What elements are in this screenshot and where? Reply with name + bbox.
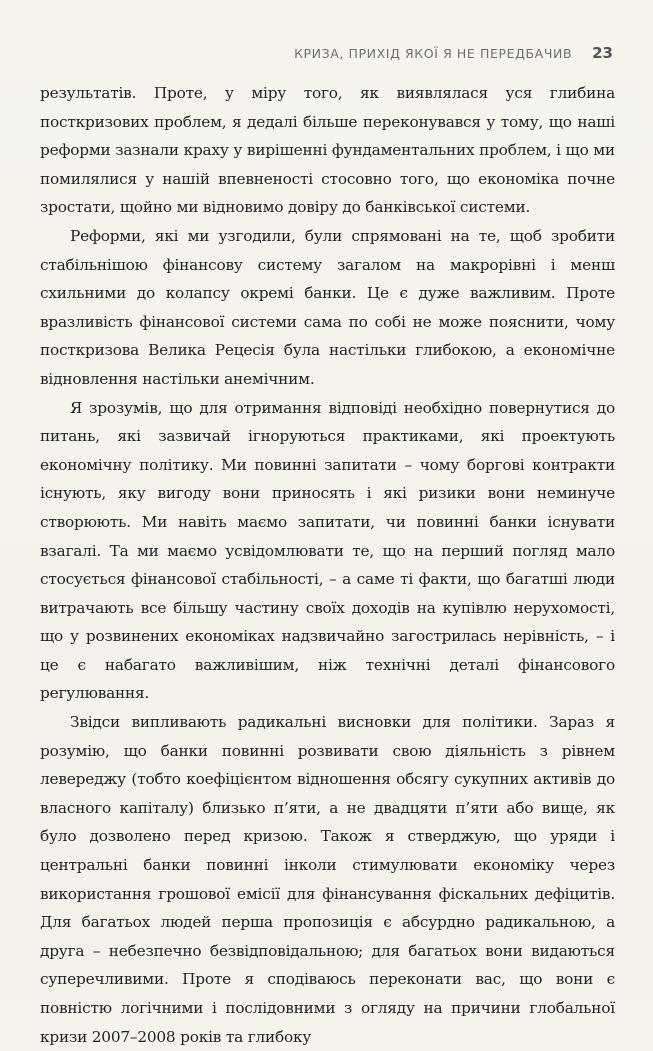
page-number: 23 <box>592 44 613 62</box>
paragraph: Я зрозумів, що для отримання відповіді необхідно повернутися до питань, які зазвичай ігноруються практиками, які проектують економічну політику. Ми повинні запитати – чому боргові контракти існують, яку вигоду вони приносять і які ризики вони неминуче створюють. Ми навіть маємо запитати, чи повинні банки існувати взагалі. Та ми маємо усвідомлювати те, що на перший погляд мало стосується фінансової стабільності, – а саме ті факти, що багатші люди витрачають все більшу частину своїх доходів на купівлю нерухомості, що у розвинених економіках надзвичайно загострилась нерівність, – і це є набагато важливішим, ніж технічні деталі фінансового регулювання. <box>40 398 615 703</box>
paragraph: Реформи, які ми узгодили, були спрямовані на те, щоб зробити стабільнішою фінансову систему загалом на макрорівні і менш схильними до колапсу окремі банки. Це є дуже важливим. Проте вразливість фінансової системи сама по собі не може пояснити, чому посткризова Велика Рецесія була настільки глибокою, а економічне відновлення настільки анемічним. <box>40 226 615 388</box>
paragraph-continued: результатів. Проте, у міру того, як виявлялася уся глибина посткризових проблем, я дедалі більше переконувався у тому, що наші реформи зазнали краху у вирішенні фундаментальних проблем, і що ми помилялися у нашій впевненості стосовно того, що економіка почне зростати, щойно ми відновимо довіру до банківської системи. <box>40 84 615 217</box>
body-text <box>40 79 615 1051</box>
paragraph: Звідси випливають радикальні висновки для політики. Зараз я розумію, що банки повинні розвивати свою діяльність з рівнем левереджу (тобто коефіцієнтом відношення обсягу сукупних активів до власного капіталу) близько п’яти, а не двадцяти п’яти або вище, як було дозволено перед кризою. Також я стверджую, що уряди і центральні банки повинні інколи стимулювати економіку через використання грошової емісії для фінансування фіскальних дефіцитів. Для багатьох людей перша пропозиція є абсурдно радикальною, а друга – небезпечно безвідповідальною; для багатьох вони видаються суперечливими. Проте я сподіваюсь переконати вас, що вони є повністю логічними і послідовними з огляду на причини глобальної кризи 2007–2008 років та глибоку <box>40 713 615 1046</box>
chapter-title: КРИЗА, ПРИХІД ЯКОЇ Я НЕ ПЕРЕДБАЧИВ <box>294 46 573 61</box>
running-header <box>294 44 613 68</box>
